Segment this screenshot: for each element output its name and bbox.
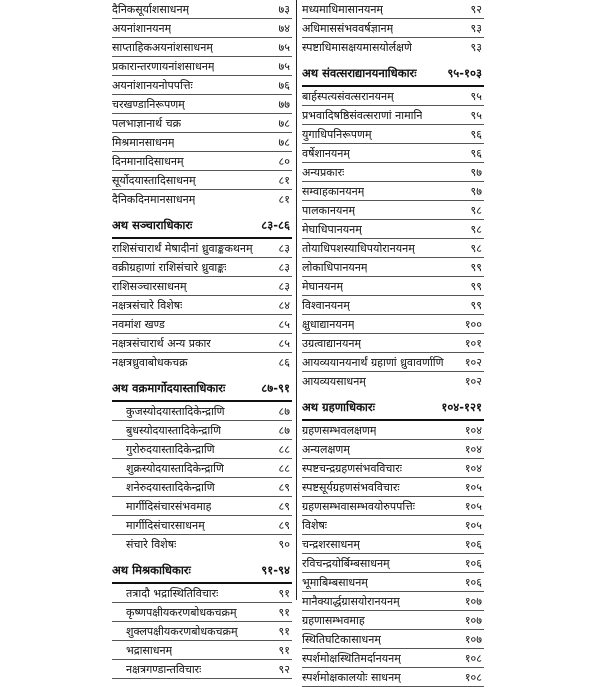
entry-title: साप्ताहिकअयनांशसाधनम् <box>112 41 213 54</box>
entry-title: अधिमाससंभववर्षज्ञानम् <box>302 22 394 35</box>
entry-title: राशिसंचारार्थं मेषादीनां ध्रुवाङ्ककथनम् <box>112 242 253 255</box>
entry-page-number: ९५ <box>470 90 482 103</box>
entry-title: गुरोरुदयास्तादिकेन्द्राणि <box>126 443 215 456</box>
entry-page-number: ८१ <box>278 193 290 206</box>
toc-entry <box>112 239 292 258</box>
toc-entry <box>112 535 292 554</box>
toc-entry <box>112 133 292 152</box>
entry-title: ग्रहणसम्भवलक्षणम् <box>302 424 377 437</box>
toc-entry <box>302 239 484 258</box>
entry-title: स्पष्टसूर्यग्रहणसंभवविचारः <box>302 481 400 494</box>
toc-entry <box>302 258 484 277</box>
toc-entry <box>302 630 484 649</box>
entry-page-number: ९० <box>278 538 290 551</box>
entry-page-number: ७५ <box>278 60 290 73</box>
entry-page-number: ९२ <box>470 3 482 16</box>
entry-page-number: १०१ <box>464 337 482 350</box>
entry-page-number: ९९ <box>470 299 482 312</box>
entry-page-number: ९६ <box>470 147 482 160</box>
toc-entry <box>302 182 484 201</box>
entry-page-number: ८७ <box>278 424 290 437</box>
entry-page-number: ७६ <box>278 79 290 92</box>
entry-title: विश्वानयनम् <box>302 299 350 312</box>
entry-page-number: ८५ <box>278 318 290 331</box>
entry-page-number: ८८ <box>278 462 290 475</box>
toc-entry <box>302 497 484 516</box>
entry-title: मेघाधिपानयनम् <box>302 223 362 236</box>
entry-page-number: १०८ <box>464 652 482 665</box>
entry-title: सम्वाहकानयनम् <box>302 185 365 198</box>
entry-title: मार्गीदिसंचारसाधनम् <box>126 519 205 532</box>
entry-page-number: ९१ <box>278 606 290 619</box>
toc-entry <box>302 353 484 372</box>
entry-page-number: १०७ <box>464 595 482 608</box>
toc-entry <box>302 478 484 497</box>
entry-title: शुक्लपक्षीयकरणबोधकचक्रम् <box>126 625 238 638</box>
section-page-range: ८३-८६ <box>261 218 290 232</box>
entry-page-number: ९३ <box>470 22 482 35</box>
toc-entry <box>302 535 484 554</box>
entry-title: सूर्योदयास्तादिसाधनम् <box>112 174 196 187</box>
entry-title: उग्रत्वाद्यानयनम् <box>302 337 362 350</box>
toc-entry <box>302 372 484 391</box>
section-title: अथ सञ्चाराधिकारः <box>112 218 193 232</box>
entry-title: मिश्रमानसाधनम् <box>112 136 175 149</box>
entry-page-number: ८९ <box>278 481 290 494</box>
entry-page-number: १०५ <box>464 481 482 494</box>
entry-page-number: ८५ <box>278 337 290 350</box>
section-heading <box>302 60 484 87</box>
entry-title: राशिसञ्चारसाधनम् <box>112 280 187 293</box>
entry-title: नवमांश खण्ड <box>112 318 165 331</box>
toc-entry <box>112 622 292 641</box>
entry-page-number: ८९ <box>278 500 290 513</box>
section-page-range: ९५-१०३ <box>447 66 482 80</box>
entry-title: शनेरुदयास्तादिकेन्द्राणि <box>126 481 215 494</box>
entry-page-number: १०४ <box>464 443 482 456</box>
entry-page-number: ९३ <box>470 41 482 54</box>
entry-title: पलभाज्ञानार्थ चक्र <box>112 117 182 130</box>
section-title: अथ वक्रमार्गोदयास्ताधिकारः <box>112 381 226 395</box>
toc-left-column <box>112 0 292 679</box>
toc-entry <box>112 459 292 478</box>
toc-entry <box>302 144 484 163</box>
toc-entry <box>302 573 484 592</box>
section-heading <box>112 375 292 402</box>
toc-entry <box>302 277 484 296</box>
entry-title: स्पष्टचन्द्रग्रहणसंभवविचारः <box>302 462 402 475</box>
toc-entry <box>112 171 292 190</box>
entry-title: युगाधिपनिरूपणम् <box>302 128 372 141</box>
entry-title: दैनिकदिनमानसाधनम् <box>112 193 196 206</box>
entry-title: नक्षत्रसंचारार्थ अन्य प्रकार <box>112 337 211 350</box>
entry-title: भद्रासाधनम् <box>126 644 173 657</box>
entry-title: आयव्ययसाधनम् <box>302 375 366 388</box>
entry-page-number: ९८ <box>470 223 482 236</box>
entry-title: वक्रीग्रहाणां राशिसंचारे ध्रुवाङ्कः <box>112 261 227 274</box>
entry-title: आयव्ययानयनार्थं ग्रहाणां ध्रुवावर्णाणि <box>302 356 444 369</box>
toc-entry <box>112 421 292 440</box>
entry-page-number: १०२ <box>464 356 482 369</box>
entry-page-number: १०८ <box>464 671 482 684</box>
toc-entry <box>112 353 292 372</box>
toc-entry <box>302 440 484 459</box>
entry-page-number: ७७ <box>278 98 290 111</box>
entry-page-number: ९७ <box>470 166 482 179</box>
entry-page-number: १०७ <box>464 614 482 627</box>
entry-page-number: १०२ <box>464 375 482 388</box>
entry-title: अन्यलक्षणम् <box>302 443 350 456</box>
toc-entry <box>112 76 292 95</box>
entry-title: शुक्रस्योदयास्तादिकेन्द्राणि <box>126 462 224 475</box>
section-page-range: ८७-९१ <box>261 381 290 395</box>
entry-title: भूमाबिम्बसाधनम् <box>302 576 368 589</box>
toc-entry <box>112 95 292 114</box>
toc-entry <box>112 277 292 296</box>
entry-page-number: ८१ <box>278 174 290 187</box>
entry-page-number: ९७ <box>470 185 482 198</box>
entry-page-number: ९१ <box>278 644 290 657</box>
entry-title: नक्षत्रध्रुवाबोधकचक्र <box>112 356 188 369</box>
entry-page-number: ९१ <box>278 587 290 600</box>
entry-title: मार्गीदिसंचारसंभवमाह <box>126 500 212 513</box>
entry-page-number: ९९ <box>470 280 482 293</box>
entry-page-number: ८३ <box>278 280 290 293</box>
entry-title: स्थितिघटिकासाधनम् <box>302 633 381 646</box>
column-divider <box>296 0 297 600</box>
entry-title: प्रकारान्तरणायनांशसाधनम् <box>112 60 215 73</box>
toc-entry <box>112 584 292 603</box>
entry-page-number: ९२ <box>278 663 290 676</box>
entry-title: बार्हस्पत्यसंवत्सरानयनम् <box>302 90 394 103</box>
toc-entry <box>112 38 292 57</box>
section-heading <box>112 212 292 239</box>
toc-entry <box>112 0 292 19</box>
entry-title: रविचन्द्रयोर्बिम्बसाधनम् <box>302 557 390 570</box>
toc-entry <box>112 402 292 421</box>
entry-title: लोकाधिपानयनम् <box>302 261 368 274</box>
entry-page-number: ९९ <box>470 261 482 274</box>
toc-entry <box>112 497 292 516</box>
entry-page-number: ७५ <box>278 41 290 54</box>
toc-entry <box>302 315 484 334</box>
section-title: अथ संवत्सराद्यानयनाधिकारः <box>302 66 417 80</box>
entry-page-number: १०४ <box>464 424 482 437</box>
toc-entry <box>302 592 484 611</box>
toc-entry <box>302 296 484 315</box>
entry-page-number: ८४ <box>278 299 290 312</box>
entry-page-number: ८३ <box>278 261 290 274</box>
toc-entry <box>302 421 484 440</box>
entry-page-number: १०५ <box>464 519 482 532</box>
entry-title: अयनांशानयनोपपत्तिः <box>112 79 193 92</box>
entry-title: दिनमानादिसाधनम् <box>112 155 184 168</box>
toc-entry <box>302 516 484 535</box>
entry-page-number: ८० <box>278 155 290 168</box>
entry-title: पालकानयनम् <box>302 204 356 217</box>
entry-page-number: १०४ <box>464 462 482 475</box>
entry-title: वर्षेशानयनम् <box>302 147 350 160</box>
toc-entry <box>302 554 484 573</box>
toc-entry <box>112 315 292 334</box>
toc-entry <box>302 334 484 353</box>
toc-entry <box>112 19 292 38</box>
entry-title: नक्षत्रसंचारे विशेषः <box>112 299 183 312</box>
toc-entry <box>112 114 292 133</box>
toc-entry <box>302 106 484 125</box>
entry-page-number: ८३ <box>278 242 290 255</box>
entry-title: ग्रहणासम्भवमाह <box>302 614 365 627</box>
section-page-range: ९१-९४ <box>261 563 290 577</box>
entry-page-number: १०० <box>464 318 482 331</box>
entry-page-number: ७८ <box>278 117 290 130</box>
entry-page-number: ९१ <box>278 625 290 638</box>
entry-title: चरखण्डानिरूपणम् <box>112 98 185 111</box>
entry-page-number: १०७ <box>464 633 482 646</box>
toc-entry <box>112 440 292 459</box>
entry-title: प्रभवादिषष्ठिसंवत्सराणां नामानि <box>302 109 423 122</box>
toc-entry <box>302 125 484 144</box>
toc-entry <box>112 152 292 171</box>
section-title: अथ मिश्रकाधिकारः <box>112 563 191 577</box>
entry-title: मेघानयनम् <box>302 280 344 293</box>
entry-page-number: ९६ <box>470 128 482 141</box>
toc-entry <box>112 57 292 76</box>
section-heading <box>302 394 484 421</box>
toc-entry <box>302 0 484 19</box>
entry-page-number: १०६ <box>464 538 482 551</box>
entry-title: संचारे विशेषः <box>126 538 177 551</box>
entry-page-number: ८६ <box>278 356 290 369</box>
toc-entry <box>112 334 292 353</box>
toc-entry <box>112 296 292 315</box>
entry-page-number: ७३ <box>278 3 290 16</box>
entry-title: क्षुधाद्यानयनम् <box>302 318 355 331</box>
entry-title: बुधस्योदयास्तादिकेन्द्राणि <box>126 424 222 437</box>
toc-entry <box>302 201 484 220</box>
entry-page-number: ९५ <box>470 109 482 122</box>
entry-page-number: ८८ <box>278 443 290 456</box>
entry-title: मानैक्यार्द्धग्रासयोरानयनम् <box>302 595 400 608</box>
toc-entry <box>302 611 484 630</box>
entry-title: स्पष्टाधिमासक्षयमासयोर्लक्षणे <box>302 41 412 54</box>
toc-entry <box>112 641 292 660</box>
section-page-range: १०४-१२१ <box>441 400 482 414</box>
toc-entry <box>302 38 484 57</box>
entry-title: दैनिकसूर्याशसाधनम् <box>112 3 190 16</box>
toc-entry <box>112 603 292 622</box>
entry-title: स्पर्शमोक्षकालयोः साधनम् <box>302 671 401 684</box>
entry-page-number: ९८ <box>470 204 482 217</box>
entry-title: अन्यप्रकारः <box>302 166 345 179</box>
entry-page-number: ८७ <box>278 405 290 418</box>
entry-title: चन्द्रशरसाधनम् <box>302 538 360 551</box>
entry-title: तत्रादौ भद्रास्थितिविचारः <box>126 587 219 600</box>
entry-title: कुजस्योदयास्तादिकेन्द्राणि <box>126 405 225 418</box>
entry-page-number: १०६ <box>464 576 482 589</box>
toc-entry <box>302 163 484 182</box>
entry-page-number: ७४ <box>278 22 290 35</box>
entry-page-number: ९८ <box>470 242 482 255</box>
entry-page-number: १०६ <box>464 557 482 570</box>
entry-title: ग्रहणसम्भवासम्भवयोरुपपत्तिः <box>302 500 415 513</box>
entry-title: अयनांशानयनम् <box>112 22 172 35</box>
toc-entry <box>302 19 484 38</box>
toc-entry <box>302 220 484 239</box>
entry-title: कृष्णपक्षीयकरणबोधकचक्रम् <box>126 606 237 619</box>
toc-entry <box>302 459 484 478</box>
entry-title: नक्षत्रगण्डान्तविचारः <box>126 663 202 676</box>
section-title: अथ ग्रहणाधिकारः <box>302 400 375 414</box>
toc-entry <box>302 87 484 106</box>
toc-entry <box>112 190 292 209</box>
entry-page-number: ८९ <box>278 519 290 532</box>
section-heading <box>112 557 292 584</box>
toc-entry <box>112 516 292 535</box>
entry-page-number: १०५ <box>464 500 482 513</box>
toc-entry <box>302 649 484 668</box>
toc-entry <box>112 660 292 679</box>
entry-title: विशेषः <box>302 519 328 532</box>
entry-title: मध्यमाधिमासानयनम् <box>302 3 384 16</box>
toc-right-column <box>302 0 484 687</box>
entry-title: स्पर्शमोक्षस्थितिमर्दानयनम् <box>302 652 401 665</box>
toc-entry <box>112 258 292 277</box>
entry-page-number: ७८ <box>278 136 290 149</box>
toc-entry <box>302 668 484 687</box>
toc-entry <box>112 478 292 497</box>
entry-title: तोयाधिपशस्याधिपयोरानयनम् <box>302 242 415 255</box>
